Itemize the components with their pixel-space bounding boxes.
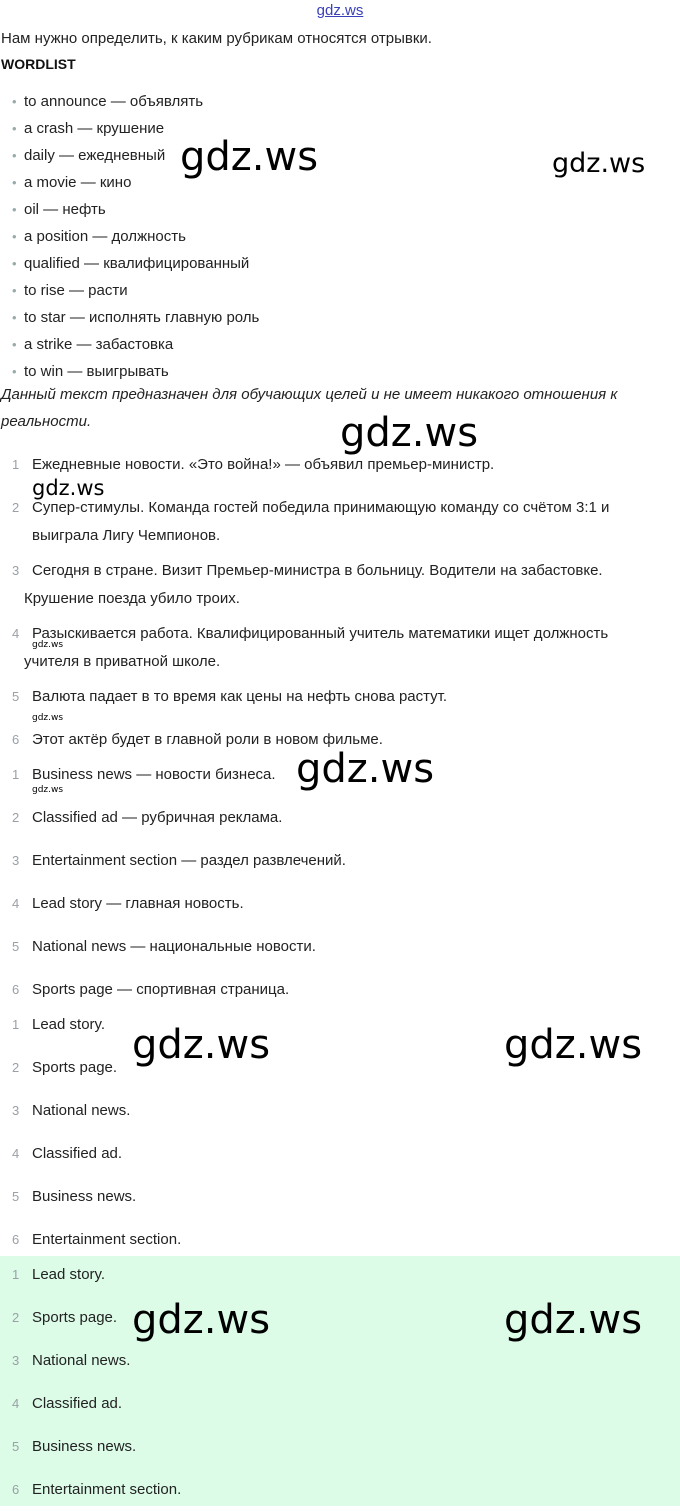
- list-item: 3 National news.: [12, 1352, 131, 1369]
- bullet-icon: •: [12, 94, 17, 109]
- watermark: gdz.ws: [32, 713, 64, 723]
- list-item: 5 Валюта падает в то время как цены на нефть снова растут.: [12, 688, 448, 705]
- wordlist-item: • a strike — забастовка: [0, 331, 259, 358]
- watermark: gdz.ws: [340, 410, 479, 456]
- watermark: gdz.ws: [552, 148, 646, 179]
- list-item: 6 Entertainment section.: [12, 1231, 182, 1248]
- watermark: gdz.ws: [32, 476, 105, 500]
- wordlist-item: • to announce — объявлять: [0, 88, 259, 115]
- bullet-icon: •: [12, 202, 17, 217]
- list-item: 3 National news.: [12, 1102, 131, 1119]
- bullet-icon: •: [12, 148, 17, 163]
- list-item: 1 Lead story.: [12, 1266, 106, 1283]
- answer-box: [0, 1256, 680, 1506]
- list-item: 3 Сегодня в стране. Визит Премьер-министра в больницу. Водители на забастовке. Крушение поезда убило троих.: [12, 562, 603, 607]
- wordlist-item: • a position — должность: [0, 223, 259, 250]
- bullet-icon: •: [12, 337, 17, 352]
- watermark: gdz.ws: [32, 640, 64, 650]
- bullet-icon: •: [12, 175, 17, 190]
- watermark: gdz.ws: [132, 1022, 271, 1068]
- list-item: 6 Этот актёр будет в главной роли в новом фильме.: [12, 731, 383, 748]
- bullet-icon: •: [12, 364, 17, 379]
- list-item: 2 Sports page.: [12, 1059, 118, 1076]
- intro-text: Нам нужно определить, к каким рубрикам относятся отрывки.: [1, 30, 432, 47]
- list-item: 6 Entertainment section.: [12, 1481, 182, 1498]
- list-item: 6 Sports page — спортивная страница.: [12, 981, 290, 998]
- list-item: 1 Lead story.: [12, 1016, 106, 1033]
- list-item: 2 Sports page.: [12, 1309, 118, 1326]
- list-item: 5 Business news.: [12, 1188, 137, 1205]
- disclaimer: Данный текст предназначен для обучающих целей и не имеет никакого отношения к реальности.: [1, 386, 618, 430]
- wordlist-item: • qualified — квалифицированный: [0, 250, 259, 277]
- list-item: 4 Разыскивается работа. Квалифицированный учитель математики ищет должность учителя в приватной школе.: [12, 625, 609, 670]
- wordlist-item: • a crash — крушение: [0, 115, 259, 142]
- list-item: 2 Супер-стимулы. Команда гостей победила принимающую команду со счётом 3:1 и выиграла Лигу Чемпионов.: [12, 499, 610, 544]
- list-item: 3 Entertainment section — раздел развлечений.: [12, 852, 346, 869]
- list-item: 5 National news — национальные новости.: [12, 938, 316, 955]
- wordlist-item: • to rise — расти: [0, 277, 259, 304]
- wordlist-item: • to star — исполнять главную роль: [0, 304, 259, 331]
- list-item: 1 Business news — новости бизнеса.: [12, 766, 276, 783]
- watermark: gdz.ws: [504, 1297, 643, 1343]
- wordlist-item: • oil — нефть: [0, 196, 259, 223]
- list-item: 4 Classified ad.: [12, 1145, 123, 1162]
- wordlist-item: • to win — выигрывать: [0, 358, 259, 385]
- bullet-icon: •: [12, 256, 17, 271]
- bullet-icon: •: [12, 310, 17, 325]
- list-item: 4 Classified ad.: [12, 1395, 123, 1412]
- list-item: 2 Classified ad — рубричная реклама.: [12, 809, 283, 826]
- wordlist: [0, 88, 259, 385]
- rubrics-list: [0, 761, 680, 1011]
- watermark: gdz.ws: [32, 785, 64, 795]
- wordlist-item: • daily — ежедневный: [0, 142, 259, 169]
- watermark: gdz.ws: [132, 1297, 271, 1343]
- watermark: gdz.ws: [504, 1022, 643, 1068]
- watermark: gdz.ws: [180, 134, 319, 180]
- bullet-icon: •: [12, 283, 17, 298]
- watermark: gdz.ws: [296, 746, 435, 792]
- bullet-icon: •: [12, 121, 17, 136]
- list-item: 5 Business news.: [12, 1438, 137, 1455]
- wordlist-heading: WORDLIST: [1, 56, 76, 72]
- list-item: 1 Ежедневные новости. «Это война!» — объявил премьер-министр.: [12, 456, 495, 473]
- bullet-icon: •: [12, 229, 17, 244]
- list-item: 4 Lead story — главная новость.: [12, 895, 244, 912]
- site-link[interactable]: gdz.ws: [316, 2, 364, 19]
- wordlist-item: • a movie — кино: [0, 169, 259, 196]
